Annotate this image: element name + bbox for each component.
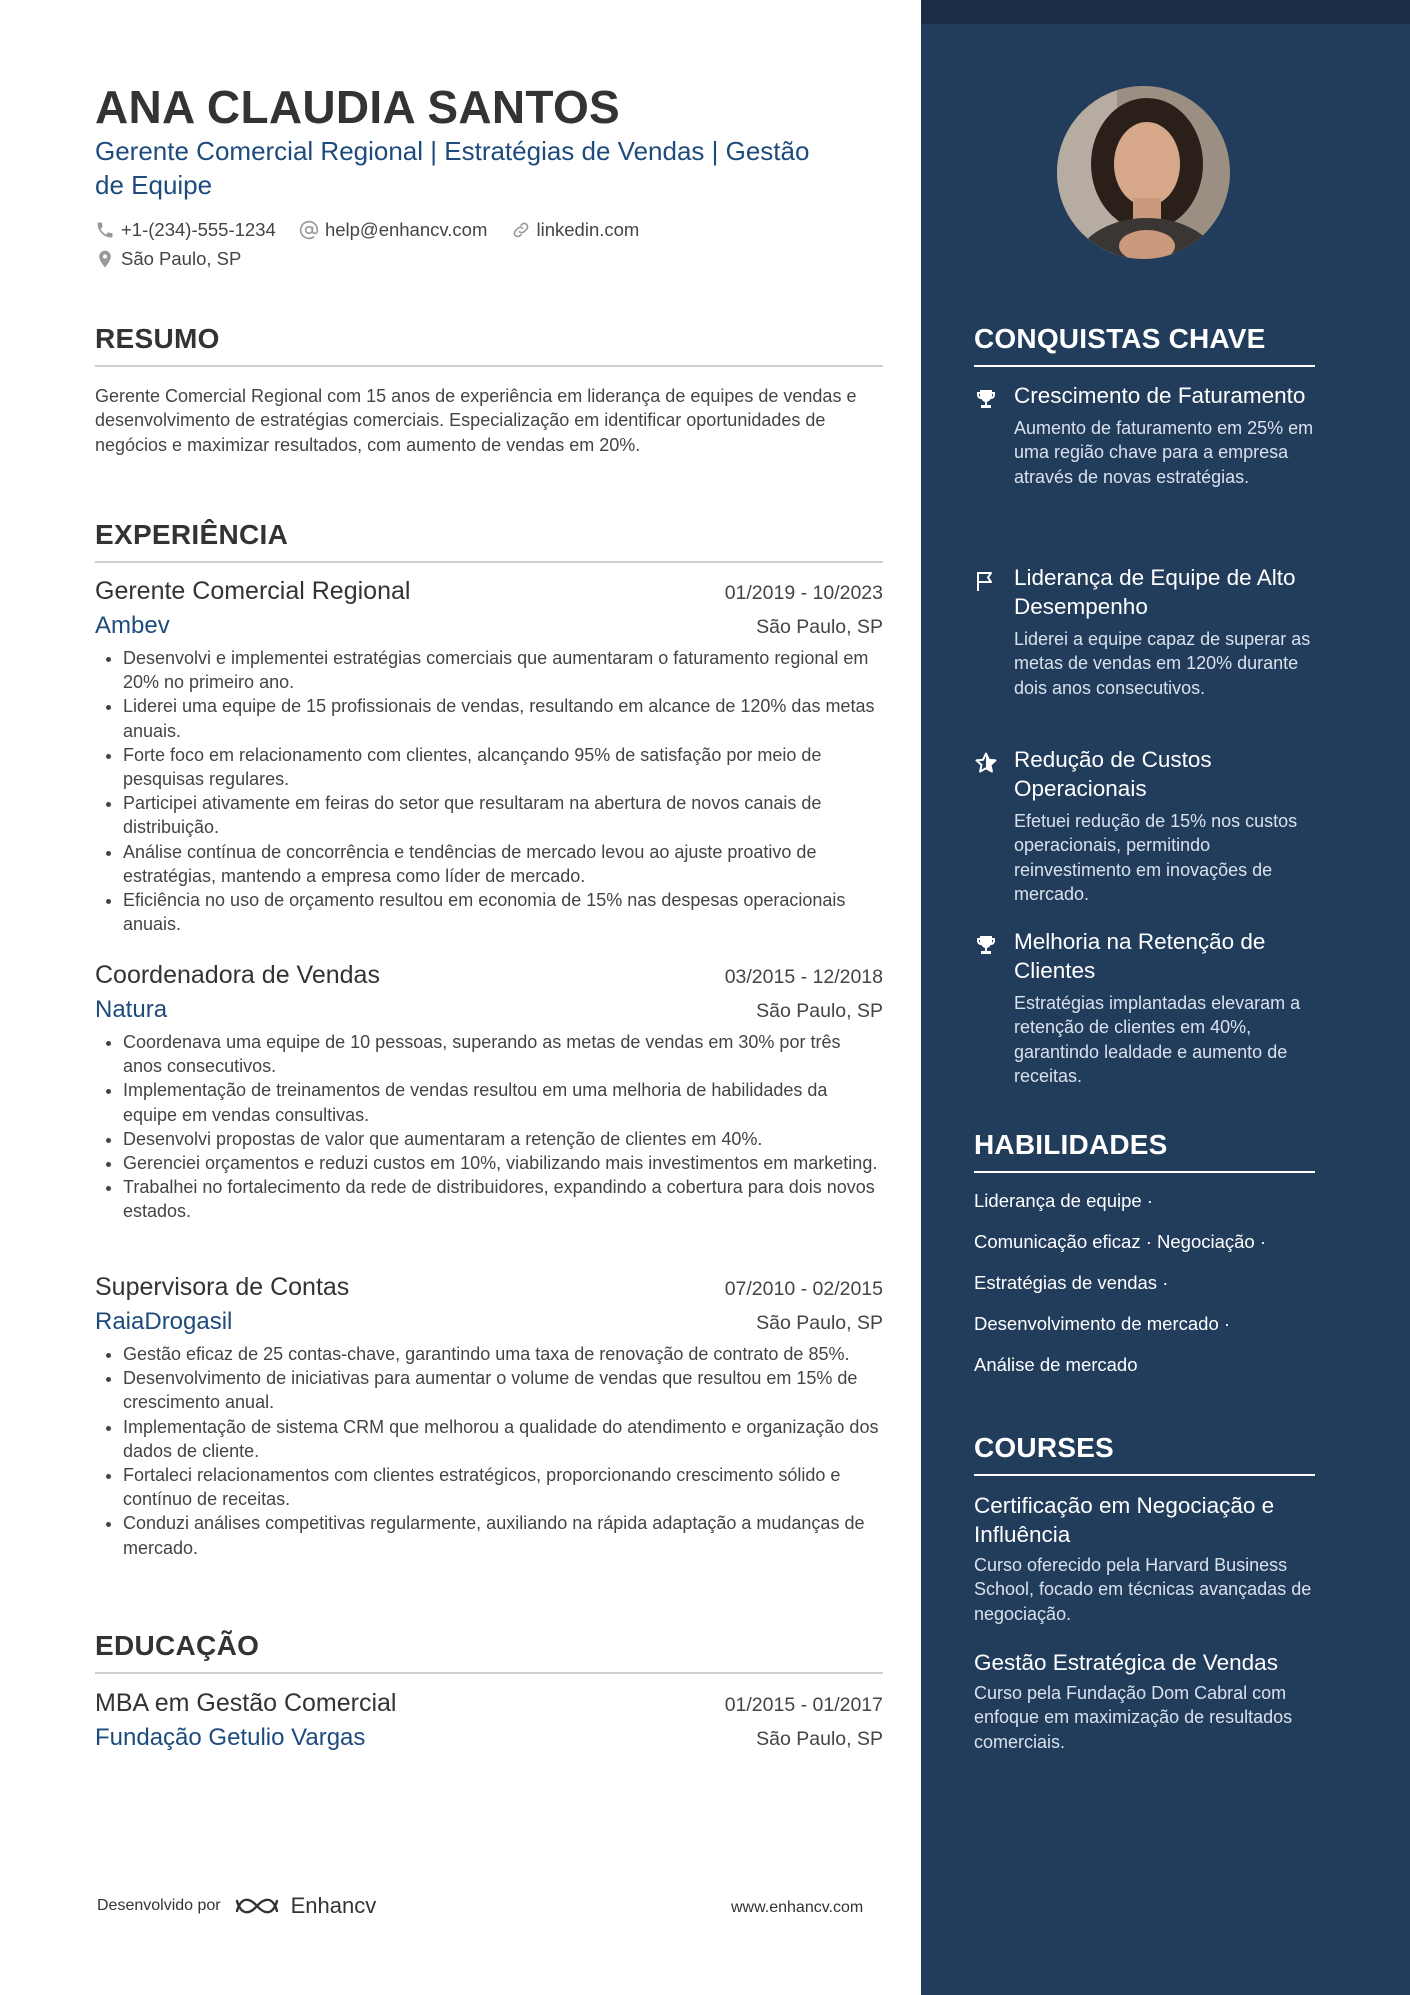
school-location: São Paulo, SP bbox=[756, 1728, 883, 1750]
achievement-item bbox=[974, 745, 1324, 906]
sidebar-top-band bbox=[921, 0, 1410, 24]
phone-text: +1-(234)-555-1234 bbox=[121, 219, 276, 240]
job-title: Gerente Comercial Regional bbox=[95, 577, 411, 605]
achievement-title: Crescimento de Faturamento bbox=[1014, 383, 1306, 408]
footer-branding bbox=[97, 1893, 376, 1919]
location-text: São Paulo, SP bbox=[121, 248, 242, 269]
flag-icon bbox=[974, 569, 998, 593]
job-entry bbox=[95, 1273, 883, 1560]
bullet-item: • Implementação de treinamentos de vendas resultou em uma melhoria de habilidades da equipe em vendas consultivas. bbox=[123, 1078, 883, 1126]
bullet-item: • Liderei uma equipe de 15 profissionais de vendas, resultando em alcance de 120% das metas anuais. bbox=[123, 694, 883, 742]
bullet-item: • Desenvolvimento de iniciativas para aumentar o volume de vendas que resultou em 15% de crescimento anual. bbox=[123, 1366, 883, 1414]
job-location: São Paulo, SP bbox=[756, 616, 883, 638]
contact-phone bbox=[95, 216, 276, 244]
achievements-heading: CONQUISTAS CHAVE bbox=[974, 323, 1315, 367]
contact-info bbox=[95, 216, 855, 274]
courses-heading: COURSES bbox=[974, 1432, 1315, 1476]
course-item bbox=[974, 1491, 1319, 1626]
candidate-tagline: Gerente Comercial Regional | Estratégias de Vendas | Gestão de Equipe bbox=[95, 136, 810, 200]
linkedin-text[interactable]: linkedin.com bbox=[536, 219, 640, 240]
education-dates: 01/2015 - 01/2017 bbox=[724, 1694, 883, 1716]
job-bullets bbox=[95, 1030, 883, 1224]
job-title: Supervisora de Contas bbox=[95, 1273, 350, 1301]
avatar-portrait bbox=[1057, 86, 1230, 259]
bullet-item: • Análise contínua de concorrência e tendências de mercado levou ao ajuste proativo de estratégias, mantendo a empresa como líder de mercado. bbox=[123, 840, 883, 888]
course-desc: Curso pela Fundação Dom Cabral com enfoque em maximização de resultados comerciais. bbox=[974, 1683, 1293, 1752]
achievement-item bbox=[974, 381, 1324, 489]
contact-linkedin[interactable] bbox=[511, 216, 640, 244]
job-title: Coordenadora de Vendas bbox=[95, 961, 380, 989]
education-heading: EDUCAÇÃO bbox=[95, 1630, 883, 1674]
job-location: São Paulo, SP bbox=[756, 1312, 883, 1334]
phone-icon bbox=[95, 220, 115, 240]
skill-line: Estratégias de vendas · bbox=[974, 1272, 1169, 1293]
job-company: Natura bbox=[95, 996, 168, 1023]
course-item bbox=[974, 1648, 1319, 1754]
location-pin-icon bbox=[95, 249, 115, 269]
bullet-item: • Forte foco em relacionamento com clientes, alcançando 95% de satisfação por meio de pesquisas regulares. bbox=[123, 743, 883, 791]
job-entry bbox=[95, 961, 883, 1224]
achievement-desc: Efetuei redução de 15% nos custos operacionais, permitindo reinvestimento em inovações de mercado. bbox=[1014, 811, 1298, 904]
bullet-item: • Desenvolvi e implementei estratégias comerciais que aumentaram o faturamento regional em 20% no primeiro ano. bbox=[123, 646, 883, 694]
profile-photo bbox=[1057, 86, 1230, 259]
school-name: Fundação Getulio Vargas bbox=[95, 1724, 366, 1751]
bullet-item: • Implementação de sistema CRM que melhorou a qualidade do atendimento e organização dos dados de cliente. bbox=[123, 1415, 883, 1463]
footer-website[interactable]: www.enhancv.com bbox=[731, 1899, 864, 1916]
achievement-desc: Liderei a equipe capaz de superar as metas de vendas em 120% durante dois anos consecutivos. bbox=[1014, 629, 1311, 698]
enhancv-logo-icon bbox=[233, 1893, 281, 1919]
job-dates: 03/2015 - 12/2018 bbox=[724, 966, 883, 988]
bullet-item: • Eficiência no uso de orçamento resultou em economia de 15% nas despesas operacionais anuais. bbox=[123, 888, 883, 936]
bullet-item: • Conduzi análises competitivas regularmente, auxiliando na rápida adaptação a mudanças de mercado. bbox=[123, 1511, 883, 1559]
experience-heading: EXPERIÊNCIA bbox=[95, 519, 883, 563]
achievement-title: Melhoria na Retenção de Clientes bbox=[1014, 929, 1266, 983]
skills-heading: HABILIDADES bbox=[974, 1129, 1315, 1173]
link-icon bbox=[511, 220, 531, 240]
powered-by-text: Desenvolvido por bbox=[97, 1897, 221, 1914]
summary-heading: RESUMO bbox=[95, 323, 883, 367]
achievement-title: Redução de Custos Operacionais bbox=[1014, 747, 1212, 801]
bullet-item: • Coordenava uma equipe de 10 pessoas, superando as metas de vendas em 30% por três anos consecutivos. bbox=[123, 1030, 883, 1078]
achievement-item bbox=[974, 927, 1324, 1088]
email-text[interactable]: help@enhancv.com bbox=[324, 219, 488, 240]
job-entry bbox=[95, 577, 883, 936]
bullet-item: • Gerenciei orçamentos e reduzi custos em 10%, viabilizando mais investimentos em marketing. bbox=[123, 1151, 883, 1175]
course-title: Certificação em Negociação e Influência bbox=[974, 1493, 1275, 1547]
brand-name: Enhancv bbox=[290, 1893, 377, 1918]
achievement-desc: Estratégias implantadas elevaram a retenção de clientes em 40%, garantindo lealdade e aumento de receitas. bbox=[1014, 993, 1301, 1086]
course-title: Gestão Estratégica de Vendas bbox=[974, 1650, 1278, 1675]
skill-line: Análise de mercado bbox=[974, 1354, 1138, 1375]
job-dates: 01/2019 - 10/2023 bbox=[724, 582, 883, 604]
job-location: São Paulo, SP bbox=[756, 1000, 883, 1022]
summary-text: Gerente Comercial Regional com 15 anos de experiência em liderança de equipes de vendas e desenvolvimento de estratégias comerciais. Especialização em identificar oportunidades de negócios e maximizar resultados, com aumento de vendas em 20%. bbox=[95, 386, 857, 455]
candidate-name: ANA CLAUDIA SANTOS bbox=[95, 81, 621, 133]
contact-location bbox=[95, 245, 241, 273]
contact-email[interactable] bbox=[299, 216, 487, 244]
bullet-item: • Fortaleci relacionamentos com clientes estratégicos, proporcionando crescimento sólido e contínuo de receitas. bbox=[123, 1463, 883, 1511]
job-company: Ambev bbox=[95, 612, 170, 639]
achievement-item bbox=[974, 563, 1324, 700]
job-company: RaiaDrogasil bbox=[95, 1308, 233, 1335]
bullet-item: • Participei ativamente em feiras do setor que resultaram na abertura de novos canais de distribuição. bbox=[123, 791, 883, 839]
job-bullets bbox=[95, 646, 883, 936]
bullet-item: • Trabalhei no fortalecimento da rede de distribuidores, expandindo a cobertura para dois novos estados. bbox=[123, 1175, 883, 1223]
star-icon bbox=[974, 751, 998, 775]
bullet-item: • Gestão eficaz de 25 contas-chave, garantindo uma taxa de renovação de contrato de 85%. bbox=[123, 1342, 883, 1366]
job-bullets bbox=[95, 1342, 883, 1560]
skills-list bbox=[974, 1184, 1319, 1389]
bullet-item: • Desenvolvi propostas de valor que aumentaram a retenção de clientes em 40%. bbox=[123, 1127, 883, 1151]
achievement-title: Liderança de Equipe de Alto Desempenho bbox=[1014, 565, 1296, 619]
job-dates: 07/2010 - 02/2015 bbox=[724, 1278, 883, 1300]
achievement-desc: Aumento de faturamento em 25% em uma região chave para a empresa através de novas estratégias. bbox=[1014, 418, 1314, 487]
at-icon bbox=[299, 220, 319, 240]
skill-line: Desenvolvimento de mercado · bbox=[974, 1313, 1231, 1334]
skill-line: Comunicação eficaz · Negociação · bbox=[974, 1231, 1267, 1252]
trophy-icon bbox=[974, 933, 998, 957]
course-desc: Curso oferecido pela Harvard Business School, focado em técnicas avançadas de negociação. bbox=[974, 1555, 1312, 1624]
skill-line: Liderança de equipe · bbox=[974, 1190, 1153, 1211]
trophy-icon bbox=[974, 387, 998, 411]
education-entry bbox=[95, 1689, 883, 1752]
degree-title: MBA em Gestão Comercial bbox=[95, 1689, 397, 1717]
